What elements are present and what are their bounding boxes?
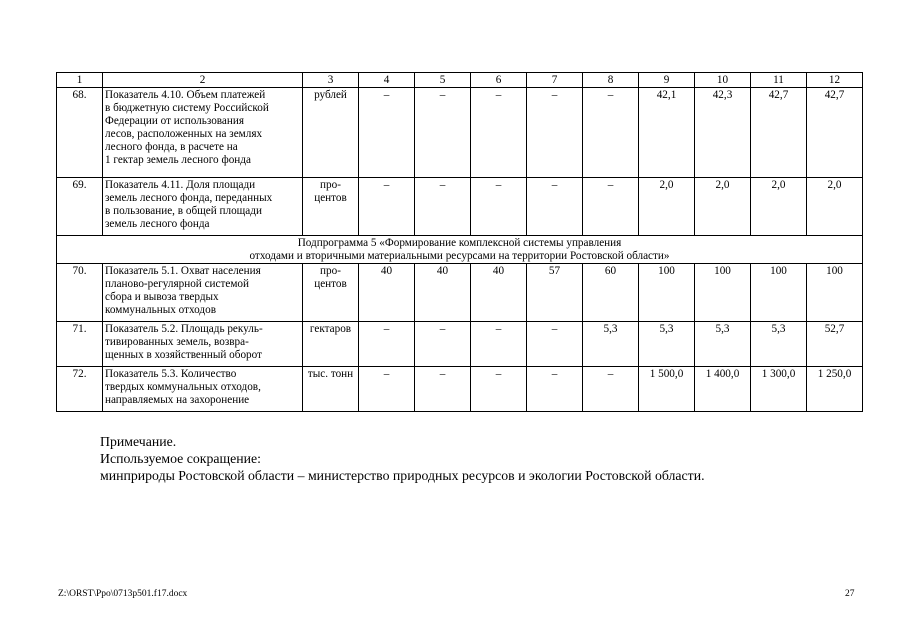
header-cell: 6 <box>471 73 527 88</box>
unit-line: про- <box>320 265 341 277</box>
note-abbrev-heading: Используемое сокращение: <box>100 451 261 466</box>
value-cell: – <box>359 322 415 367</box>
indicator-name-line: коммунальных отходов <box>105 304 216 316</box>
indicator-name-line: твердых коммунальных отходов, <box>105 381 261 393</box>
value-cell: 42,1 <box>639 88 695 178</box>
indicator-name-line: щенных в хозяйственный оборот <box>105 349 262 361</box>
value-cell: 1 300,0 <box>751 367 807 412</box>
indicator-name <box>103 178 303 236</box>
value-cell: – <box>471 367 527 412</box>
value-cell: – <box>471 178 527 236</box>
header-cell: 4 <box>359 73 415 88</box>
value-cell: 40 <box>471 264 527 322</box>
unit-line: центов <box>314 192 347 204</box>
indicator-name-line: 1 гектар земель лесного фонда <box>105 154 251 166</box>
header-cell: 9 <box>639 73 695 88</box>
header-cell: 11 <box>751 73 807 88</box>
value-cell: 40 <box>359 264 415 322</box>
footer-page-number: 27 <box>845 589 855 599</box>
indicator-name <box>103 367 303 412</box>
indicator-name-line: в бюджетную систему Российской <box>105 102 269 114</box>
header-cell: 2 <box>103 73 303 88</box>
unit-line: тыс. тонн <box>307 368 354 380</box>
indicator-name-line: земель лесного фонда <box>105 218 210 230</box>
value-cell: – <box>471 88 527 178</box>
value-cell: 100 <box>751 264 807 322</box>
value-cell: 1 250,0 <box>807 367 863 412</box>
indicator-name-line: Показатель 5.3. Количество <box>105 368 237 380</box>
value-cell: – <box>527 178 583 236</box>
value-cell: – <box>415 88 471 178</box>
header-cell: 1 <box>57 73 103 88</box>
unit-cell <box>303 264 359 322</box>
indicator-name-line: сбора и вывоза твердых <box>105 291 219 303</box>
value-cell: 2,0 <box>639 178 695 236</box>
value-cell: – <box>527 322 583 367</box>
indicator-name-line: Показатель 5.2. Площадь рекуль- <box>105 323 263 335</box>
value-cell: – <box>527 367 583 412</box>
unit-line: центов <box>314 278 347 290</box>
unit-cell <box>303 367 359 412</box>
table-row <box>57 178 863 236</box>
unit-line: гектаров <box>309 323 352 335</box>
value-cell: 40 <box>415 264 471 322</box>
value-cell: 1 500,0 <box>639 367 695 412</box>
table-row <box>57 264 863 322</box>
value-cell: 5,3 <box>695 322 751 367</box>
note-abbrev-text: минприроды Ростовской области – министерство природных ресурсов и экологии Ростовской области. <box>100 468 705 483</box>
footer-file-path: Z:\ORST\Ppo\0713p501.f17.docx <box>58 589 188 599</box>
indicator-name-line: лесов, расположенных на землях <box>105 128 263 140</box>
value-cell: 2,0 <box>807 178 863 236</box>
note-title: Примечание. <box>100 434 177 449</box>
indicator-name-line: Показатель 4.11. Доля площади <box>105 179 256 191</box>
value-cell: – <box>527 88 583 178</box>
indicators-table <box>56 72 863 412</box>
indicator-name-line: в пользование, в общей площади <box>105 205 262 217</box>
unit-cell <box>303 322 359 367</box>
subprogram-title <box>57 236 863 264</box>
value-cell: 5,3 <box>751 322 807 367</box>
value-cell: 42,3 <box>695 88 751 178</box>
indicator-name-line: Показатель 5.1. Охват населения <box>105 265 261 277</box>
value-cell: 2,0 <box>695 178 751 236</box>
value-cell: – <box>583 88 639 178</box>
table-row <box>57 367 863 412</box>
unit-line: про- <box>320 179 341 191</box>
value-cell: 100 <box>807 264 863 322</box>
indicator-name-line: тивированных земель, возвра- <box>105 336 249 348</box>
indicator-name-line: планово-регулярной системой <box>105 278 250 290</box>
value-cell: 52,7 <box>807 322 863 367</box>
indicator-name <box>103 88 303 178</box>
value-cell: – <box>359 178 415 236</box>
indicator-name-line: земель лесного фонда, переданных <box>105 192 273 204</box>
indicator-name <box>103 322 303 367</box>
value-cell: 5,3 <box>583 322 639 367</box>
row-number: 69. <box>57 178 103 236</box>
note-block <box>100 433 705 484</box>
unit-cell <box>303 178 359 236</box>
subprogram-row <box>57 236 863 264</box>
value-cell: – <box>583 178 639 236</box>
value-cell: – <box>471 322 527 367</box>
header-cell: 10 <box>695 73 751 88</box>
value-cell: – <box>415 178 471 236</box>
row-number: 70. <box>57 264 103 322</box>
value-cell: 100 <box>639 264 695 322</box>
subprogram-line: отходами и вторичными материальными ресурсами на территории Ростовской области» <box>249 250 670 262</box>
indicator-name-line: Федерации от использования <box>105 115 245 127</box>
value-cell: – <box>359 88 415 178</box>
table-body-b <box>57 264 863 412</box>
header-cell: 5 <box>415 73 471 88</box>
value-cell: 57 <box>527 264 583 322</box>
header-cell: 8 <box>583 73 639 88</box>
header-cell: 12 <box>807 73 863 88</box>
indicator-name-line: Показатель 4.10. Объем платежей <box>105 89 266 101</box>
value-cell: 1 400,0 <box>695 367 751 412</box>
header-cell: 7 <box>527 73 583 88</box>
value-cell: – <box>583 367 639 412</box>
indicator-name-line: лесного фонда, в расчете на <box>105 141 238 153</box>
value-cell: 60 <box>583 264 639 322</box>
table-header-row <box>57 73 863 88</box>
subprogram-line: Подпрограмма 5 «Формирование комплексной системы управления <box>297 237 622 249</box>
table-row <box>57 322 863 367</box>
value-cell: – <box>415 322 471 367</box>
value-cell: – <box>415 367 471 412</box>
row-number: 71. <box>57 322 103 367</box>
unit-cell <box>303 88 359 178</box>
value-cell: 5,3 <box>639 322 695 367</box>
row-number: 72. <box>57 367 103 412</box>
table-row <box>57 88 863 178</box>
header-cell: 3 <box>303 73 359 88</box>
row-number: 68. <box>57 88 103 178</box>
indicator-name <box>103 264 303 322</box>
indicator-name-line: направляемых на захоронение <box>105 394 250 406</box>
unit-line: рублей <box>314 89 347 101</box>
value-cell: 100 <box>695 264 751 322</box>
value-cell: 42,7 <box>807 88 863 178</box>
table-body-a <box>57 88 863 236</box>
value-cell: 2,0 <box>751 178 807 236</box>
value-cell: 42,7 <box>751 88 807 178</box>
value-cell: – <box>359 367 415 412</box>
